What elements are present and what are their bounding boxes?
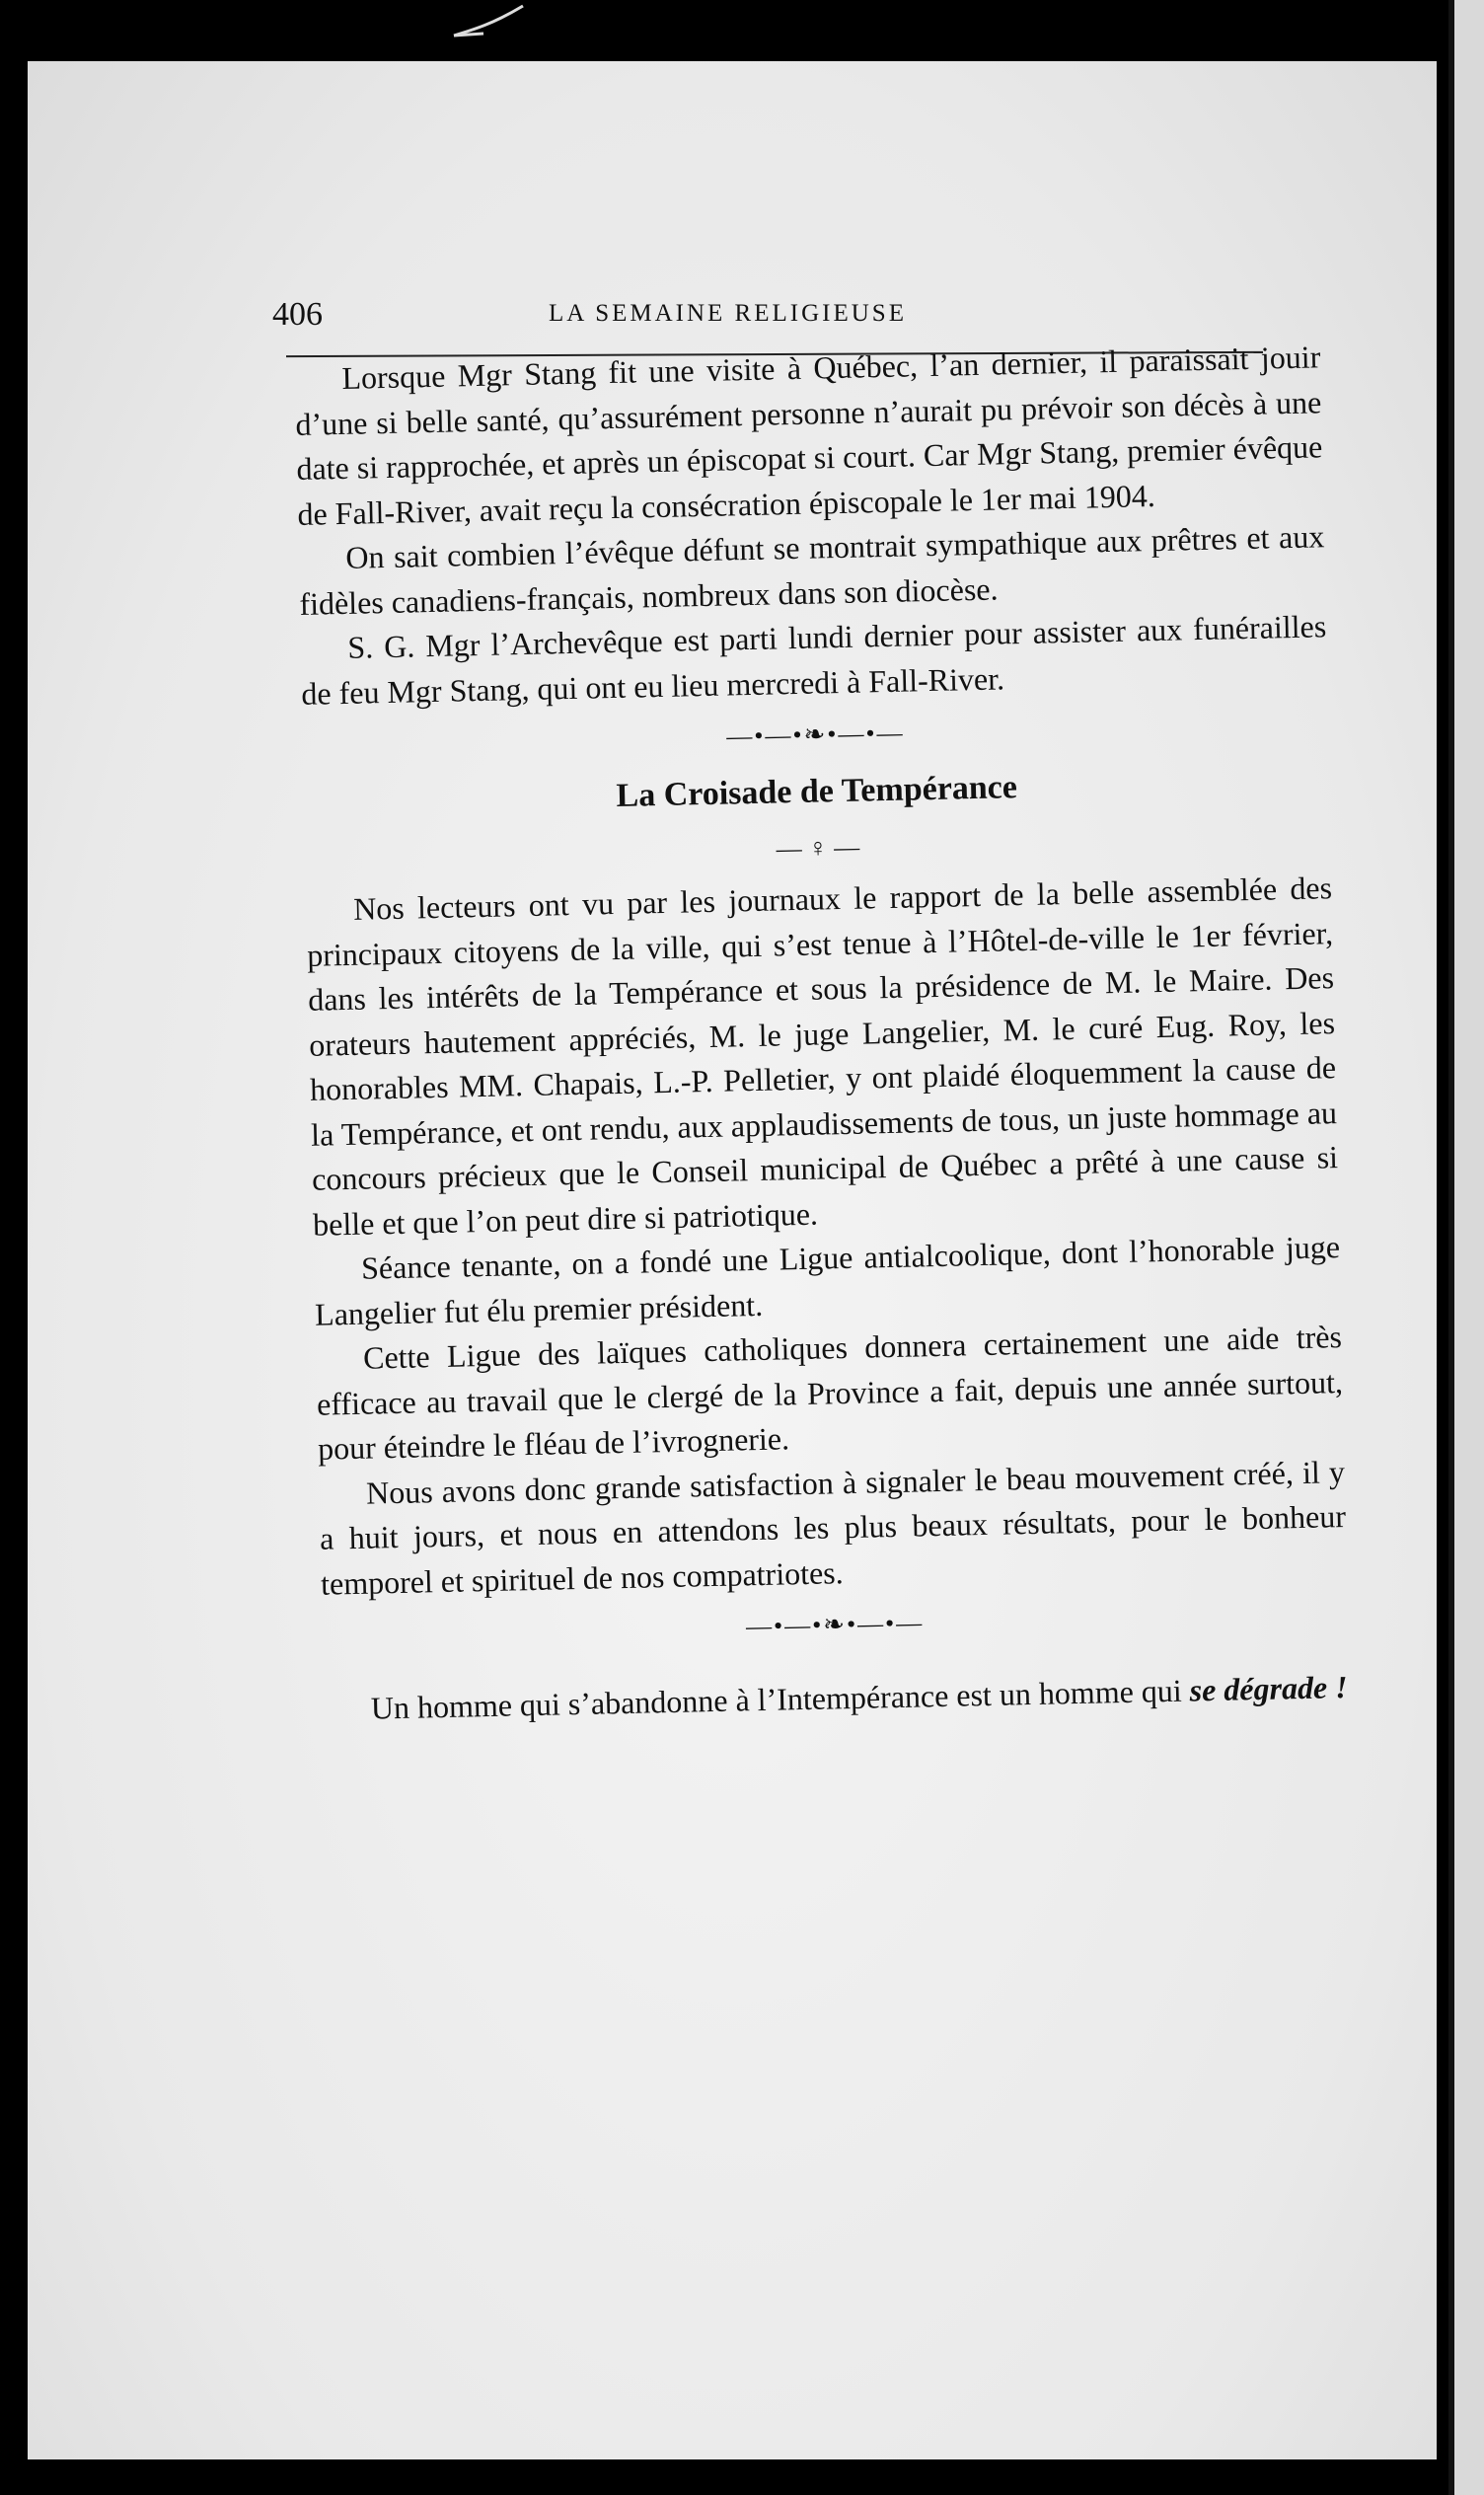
paragraph-stang-sympathy: On sait combien l’évêque défunt se montrait sympathique aux prêtres et aux fidèles canadiens-français, nombreux dans son diocèse.: [299, 518, 1325, 622]
separator-ornament-2: —•—•❧•—•—: [745, 1608, 925, 1641]
paragraph-assembly: Nos lecteurs ont vu par les journaux le rapport de la belle assemblée des principaux citoyens de la ville, qui s’est tenue à l’Hôtel-de-ville le 1er février, dans les intérêts de la Tempérance et sous la présidence de M. le Maire. Des orateurs hautement appréciés, M. le juge Langelier, M. le curé Eug. Roy, les honorables MM. Chapais, L.-P. Pelletier, y ont plaidé éloquemment la cause de la Tempérance, et ont rendu, aux applaudissements de tous, un juste hommage au concours précieux que le Conseil municipal de Québec a prêté à une cause si belle et que l’on peut dire si patriotique.: [306, 869, 1339, 1243]
paragraph-ligue: Séance tenante, on a fondé une Ligue antialcoolique, dont l’honorable juge Langelier fut élu premier président.: [314, 1229, 1341, 1332]
paragraph-ligue-aide: Cette Ligue des laïques catholiques donnera certainement une aide très efficace au travail que le clergé de la Province a fait, depuis une année surtout, pour éteindre le fléau de l’ivrognerie.: [316, 1319, 1344, 1467]
separator-ornament: —•—•❧•—•—: [726, 718, 905, 751]
page-number: 406: [272, 296, 323, 333]
paragraph-funeral: S. G. Mgr l’Archevêque est parti lundi dernier pour assister aux funérailles de feu Mgr Stang, qui ont eu lieu mercredi à Fall-River.: [301, 608, 1327, 712]
scanned-page: [28, 61, 1437, 2459]
maxim-text: Un homme qui s’abandonne à l’Intempérance est un homme qui: [370, 1672, 1191, 1726]
adjacent-page-edge: [1448, 0, 1484, 2495]
title-ornament: — ♀ —: [776, 832, 860, 864]
article-body: [294, 335, 1350, 1732]
pen-mark-icon: [444, 0, 533, 39]
paragraph-stang-visit: Lorsque Mgr Stang fit une visite à Québec, l’an dernier, il paraissait jouir d’une si belle santé, qu’assurément personne n’aurait pu prévoir son décès à une date si rapprochée, et après un épiscopat si court. Car Mgr Stang, premier évêque de Fall-River, avait reçu la consécration épiscopale le 1er mai 1904.: [295, 339, 1323, 532]
running-head: [272, 286, 1259, 345]
paragraph-satisfaction: Nous avons donc grande satisfaction à signaler le beau mouvement créé, il y a huit jours, et nous en attendons les plus beaux résultats, pour le bonheur temporel et spirituel de nos compatriotes.: [319, 1453, 1347, 1602]
section-title: La Croisade de Tempérance: [616, 769, 1018, 814]
maxim-emphasis: se dégrade !: [1189, 1669, 1348, 1708]
journal-title: LA SEMAINE RELIGIEUSE: [549, 300, 907, 327]
